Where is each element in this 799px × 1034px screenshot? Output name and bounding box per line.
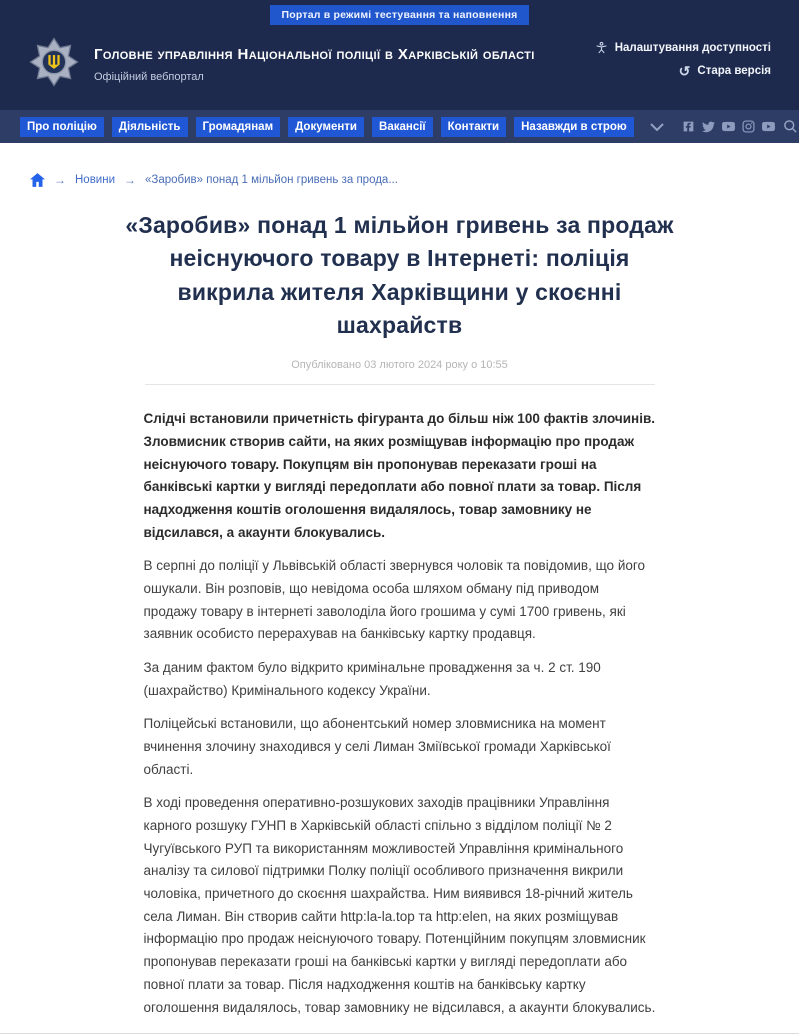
- youtube-icon[interactable]: [722, 120, 735, 133]
- breadcrumb-current: «Заробив» понад 1 мільйон гривень за прода...: [145, 174, 398, 186]
- police-logo-icon: [28, 33, 80, 96]
- article-title: «Заробив» понад 1 мільйон гривень за продаж неіснуючого товару в Інтернеті: поліція викрила жителя Харківщини у скоєнні шахрайств: [125, 212, 674, 339]
- accessibility-settings-button[interactable]: Налаштування доступності: [595, 41, 771, 54]
- twitter-icon[interactable]: [702, 120, 715, 133]
- site-title: Головне управління Національної поліції в Харківській області: [94, 46, 535, 64]
- test-mode-badge: Портал в режимі тестування та наповнення: [270, 5, 530, 25]
- article-body: [144, 385, 656, 1023]
- search-button[interactable]: [783, 117, 799, 137]
- article-paragraph: В ході проведення оперативно-розшукових заходів працівники Управління карного розшуку ГУНП в Харківській області спільно з відділом поліції № 2 Чугуївського РУП та використанням можливостей Управління кримінального аналізу та силової підтримки Полку поліції особливого призначення викрили чоловіка, причетного до скоєння шахрайства. Ним виявився 18-річний житель села Лиман. Він створив сайти http:la-la.top та http:elen, на яких розміщував інформацію про продаж неіснуючого товару. Потенційним покупцям зловмисник пропонував переказати гроші на банківські картки у вигляді передоплати або повної плати за товар. Після надходження коштів на банківську картку оголошення видалялось, товар замовнику не відсилався, а акаунти блокувались.: [143, 795, 656, 1015]
- main-nav: [0, 110, 799, 143]
- home-icon[interactable]: [30, 173, 45, 187]
- nav-item-forever-in-service[interactable]: Назавжди в строю: [514, 117, 634, 137]
- article-paragraph: Поліцейські встановили, що абонентський номер зловмисника на момент вчинення злочину знаходився у селі Лиман Зміївської громади Харківської області.: [143, 716, 611, 777]
- breadcrumb-news-link[interactable]: Новини: [75, 174, 116, 186]
- nav-item-citizens[interactable]: Громадянам: [196, 117, 281, 137]
- site-subtitle: Офіційний вебпортал: [94, 70, 204, 83]
- article-paragraph: За даним фактом було відкрито кримінальне провадження за ч. 2 ст. 190 (шахрайство) Кримінального кодексу України.: [143, 660, 601, 698]
- old-version-button[interactable]: ↺ Стара версія: [678, 63, 771, 79]
- nav-item-activity[interactable]: Діяльність: [112, 117, 188, 137]
- search-icon: [783, 119, 798, 134]
- site-header: [0, 0, 799, 110]
- accessibility-icon: [595, 41, 608, 54]
- history-icon: ↺: [678, 63, 691, 79]
- nav-item-contacts[interactable]: Контакти: [441, 117, 506, 137]
- brand-home-link[interactable]: [28, 33, 535, 96]
- nav-item-about-police[interactable]: Про поліцію: [20, 117, 104, 137]
- article-lead-paragraph: Слідчі встановили причетність фігуранта до більш ніж 100 фактів злочинів. Зловмисник створив сайти, на яких розміщував інформацію про продаж неіснуючого товару. Покупцям він пропонував переказати гроші на банківські картки у вигляді передоплати або повної плати за товар. Після надходження коштів оголошення видалялось, товар замовнику не відсилався, а акаунти блокувались.: [143, 411, 656, 540]
- instagram-icon[interactable]: [742, 120, 755, 133]
- chevron-down-icon[interactable]: [650, 123, 664, 131]
- video-channel-icon[interactable]: [762, 120, 775, 133]
- nav-item-documents[interactable]: Документи: [288, 117, 364, 137]
- breadcrumb-separator: →: [124, 173, 137, 187]
- facebook-icon[interactable]: [682, 120, 695, 133]
- article: [120, 187, 680, 1023]
- publish-date: Опубліковано 03 лютого 2024 року о 10:55: [291, 359, 508, 372]
- breadcrumb-separator: →: [54, 173, 66, 187]
- social-links: [682, 120, 775, 133]
- article-paragraph: В серпні до поліції у Львівській області звернувся чоловік та повідомив, що його ошукали. Він розповів, що невідома особа шляхом обману під приводом продажу товару в інтернеті заволоділа його грошима у сумі 1700 гривень, які заявник особисто перерахував на банківську картку продавця.: [143, 558, 646, 642]
- nav-item-vacancies[interactable]: Вакансії: [372, 117, 433, 137]
- breadcrumb: [0, 143, 799, 187]
